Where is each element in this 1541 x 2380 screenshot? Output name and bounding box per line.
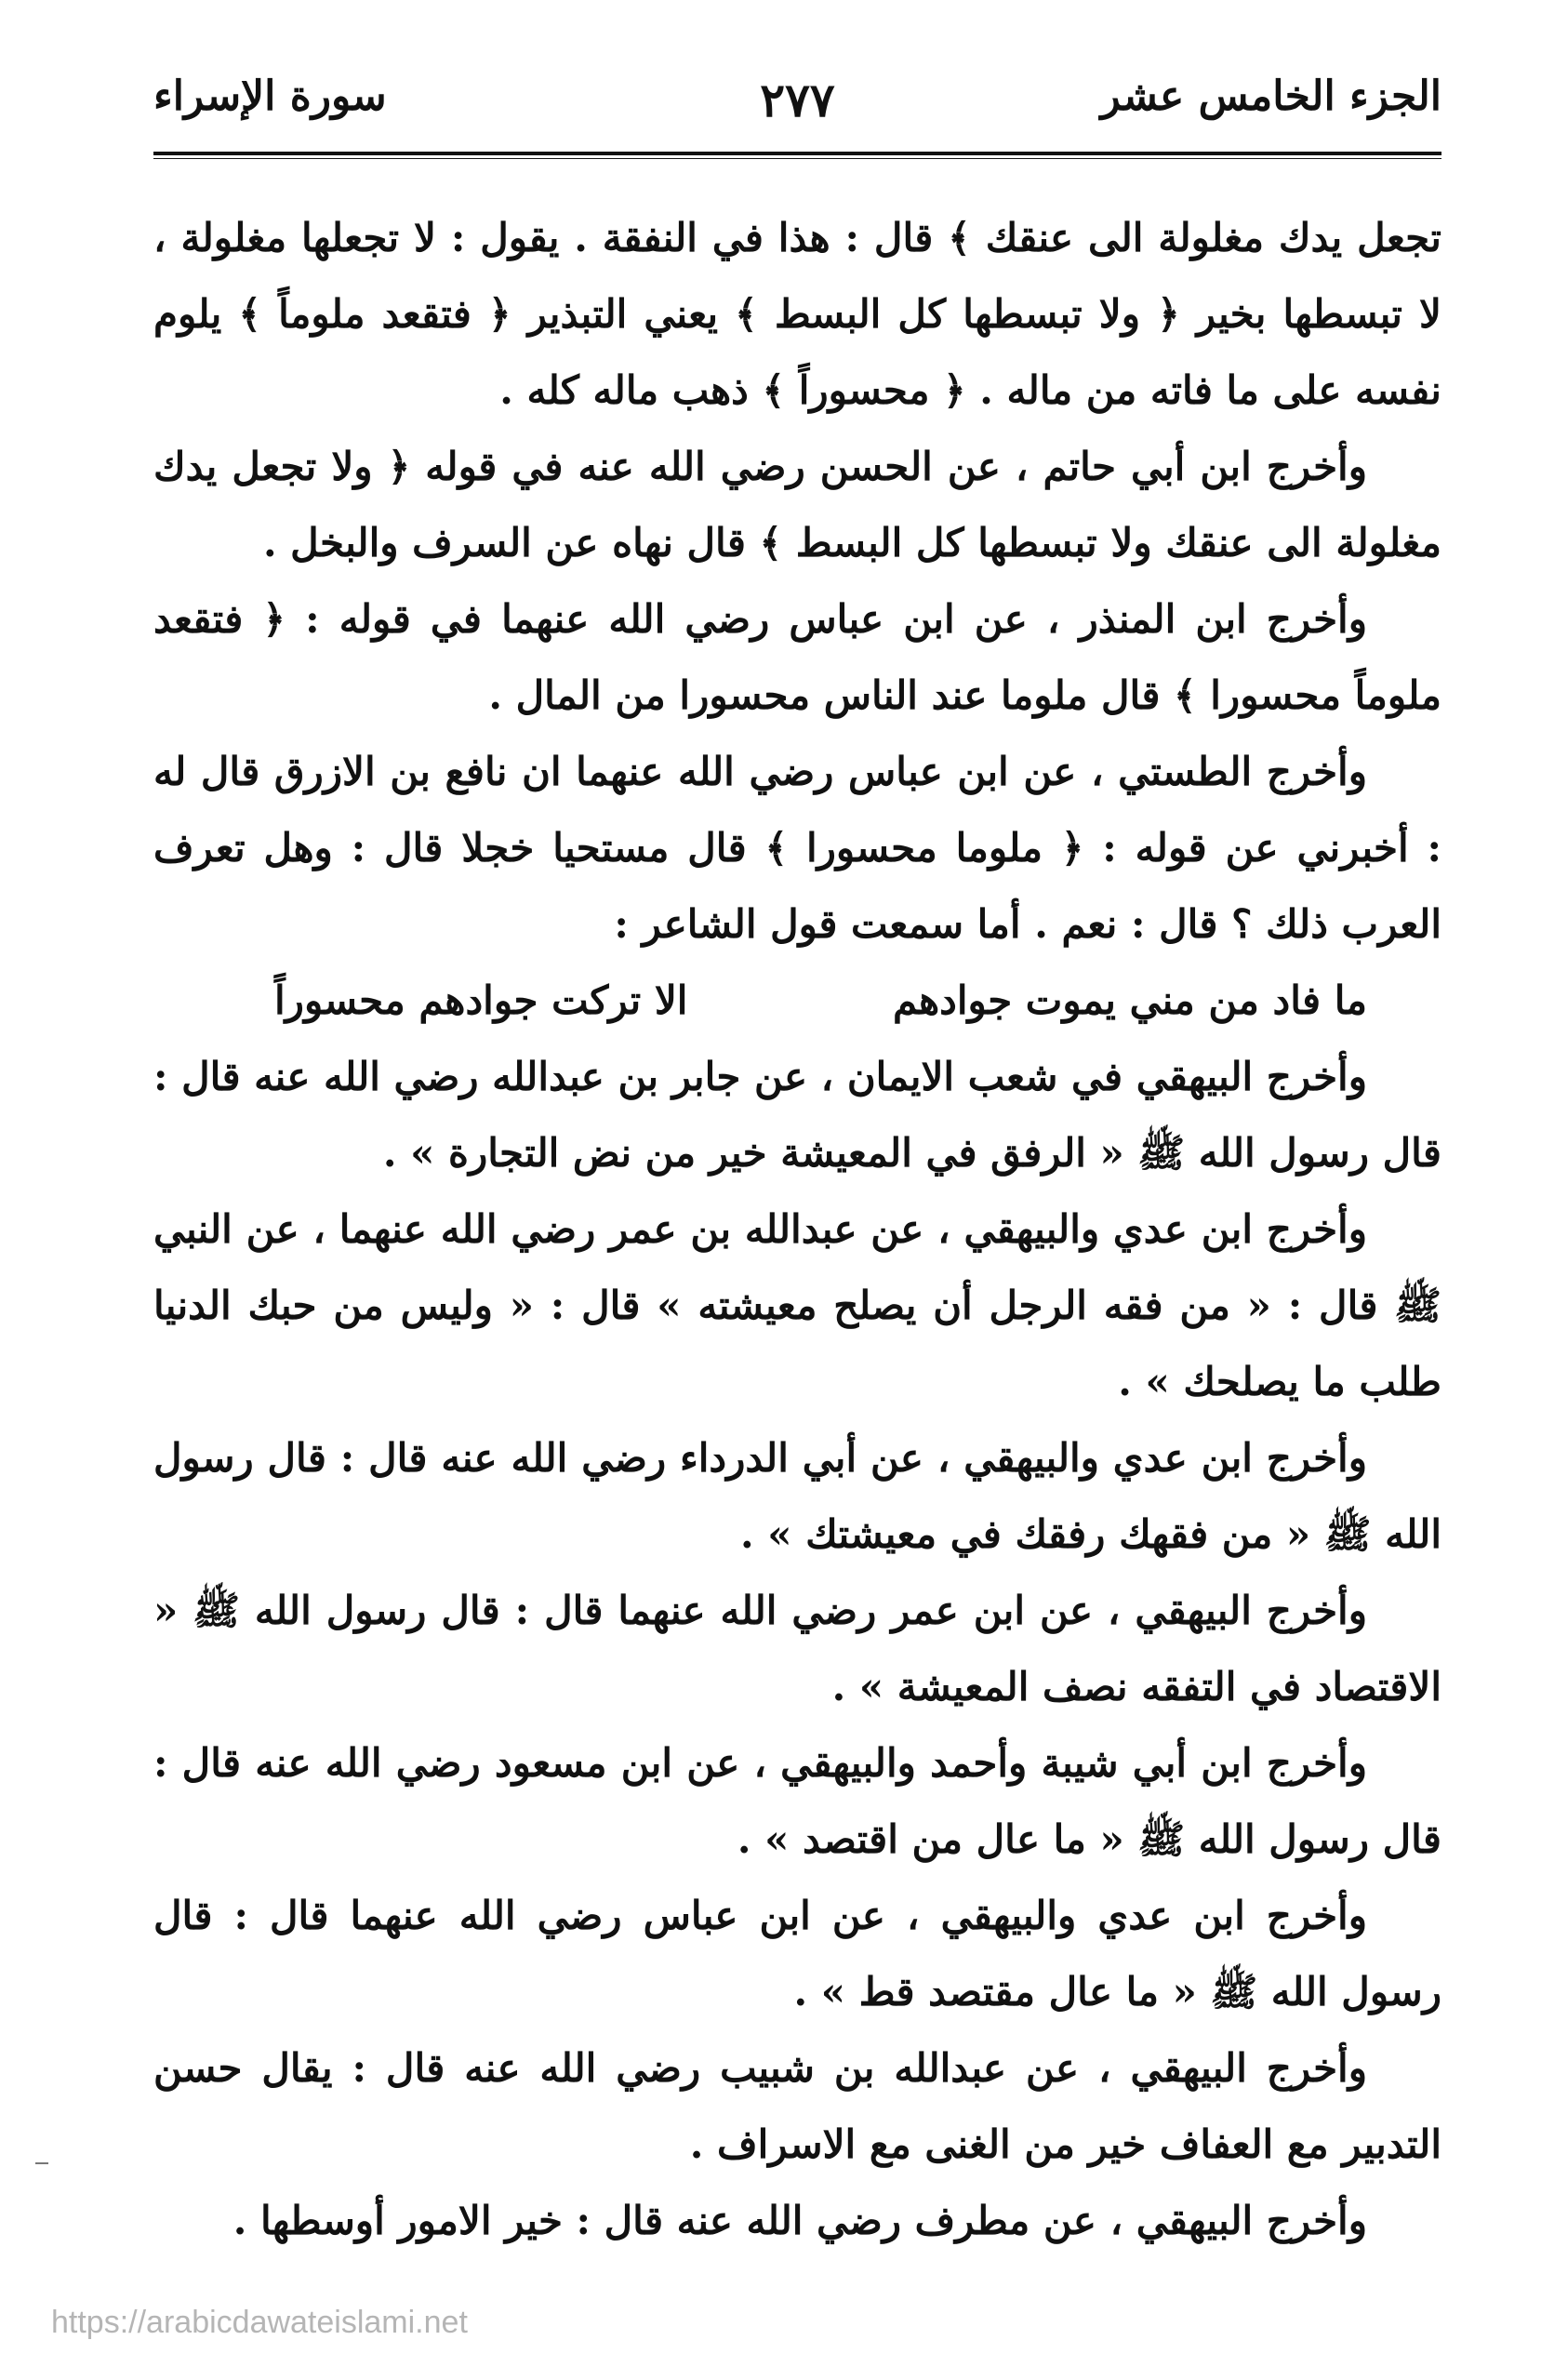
poem-first-hemistich: ما فاد من مني يموت جوادهم [893, 977, 1367, 1023]
header-rule [153, 152, 1441, 159]
page-body [153, 200, 1441, 2259]
page-header [153, 67, 1441, 141]
page-number: ٢٧٧ [760, 73, 835, 127]
paragraph-11: وأخرج البيهقي ، عن عبدالله بن شبيب رضي الله عنه قال : يقال حسن التدبير مع العفاف خير من الغنى مع الاسراف . [153, 2045, 1441, 2167]
paragraph-9: وأخرج ابن أبي شيبة وأحمد والبيهقي ، عن ابن مسعود رضي الله عنه قال : قال رسول الله ﷺ « ما عال من اقتصد » . [153, 1740, 1441, 1862]
paragraph-12: وأخرج البيهقي ، عن مطرف رضي الله عنه قال : خير الامور أوسطها . [232, 2198, 1367, 2243]
paragraph-3: وأخرج ابن المنذر ، عن ابن عباس رضي الله عنهما في قوله : ﴿ فتقعد ملوماً محسورا ﴾ قال ملوما عند الناس محسورا من المال . [153, 596, 1441, 718]
paragraph-8: وأخرج البيهقي ، عن ابن عمر رضي الله عنهما قال : قال رسول الله ﷺ « الاقتصاد في التفقه نصف المعيشة » . [153, 1588, 1441, 1709]
paragraph-1: تجعل يدك مغلولة الى عنقك ﴾ قال : هذا في النفقة . يقول : لا تجعلها مغلولة ، لا تبسطها بخير ﴿ ولا تبسطها كل البسط ﴾ يعني التبذير ﴿ فتقعد ملوماً ﴾ يلوم نفسه على ما فاته من ماله . ﴿ محسوراً ﴾ ذهب ماله كله . [153, 215, 1441, 413]
part-title: الجزء الخامس عشر [1100, 73, 1441, 120]
poem-verse [153, 963, 1441, 1039]
surah-title: سورة الإسراء [153, 73, 387, 120]
paragraph-10: وأخرج ابن عدي والبيهقي ، عن ابن عباس رضي الله عنهما قال : قال رسول الله ﷺ « ما عال مقتصد قط » . [153, 1893, 1441, 2014]
paragraph-2: وأخرج ابن أبي حاتم ، عن الحسن رضي الله عنه في قوله ﴿ ولا تجعل يدك مغلولة الى عنقك ولا تبسطها كل البسط ﴾ قال نهاه عن السرف والبخل . [153, 444, 1441, 565]
poem-second-hemistich: الا تركت جوادهم محسوراً [274, 977, 688, 1023]
watermark-url: https://arabicdawateislami.net [51, 2305, 468, 2340]
paragraph-5: وأخرج البيهقي في شعب الايمان ، عن جابر بن عبدالله رضي الله عنه قال : قال رسول الله ﷺ « الرفق في المعيشة خير من نض التجارة » . [153, 1054, 1441, 1176]
margin-mark [35, 2162, 48, 2164]
paragraph-6: وأخرج ابن عدي والبيهقي ، عن عبدالله بن عمر رضي الله عنهما ، عن النبي ﷺ قال : « من فقه الرجل أن يصلح معيشته » قال : « وليس من حبك الدنيا طلب ما يصلحك » . [153, 1206, 1441, 1404]
paragraph-7: وأخرج ابن عدي والبيهقي ، عن أبي الدرداء رضي الله عنه قال : قال رسول الله ﷺ « من فقهك رفقك في معيشتك » . [153, 1435, 1441, 1557]
paragraph-4: وأخرج الطستي ، عن ابن عباس رضي الله عنهما ان نافع بن الازرق قال له : أخبرني عن قوله : ﴿ ملوما محسورا ﴾ قال مستحيا خجلا قال : وهل تعرف العرب ذلك ؟ قال : نعم . أما سمعت قول الشاعر : [153, 749, 1441, 947]
